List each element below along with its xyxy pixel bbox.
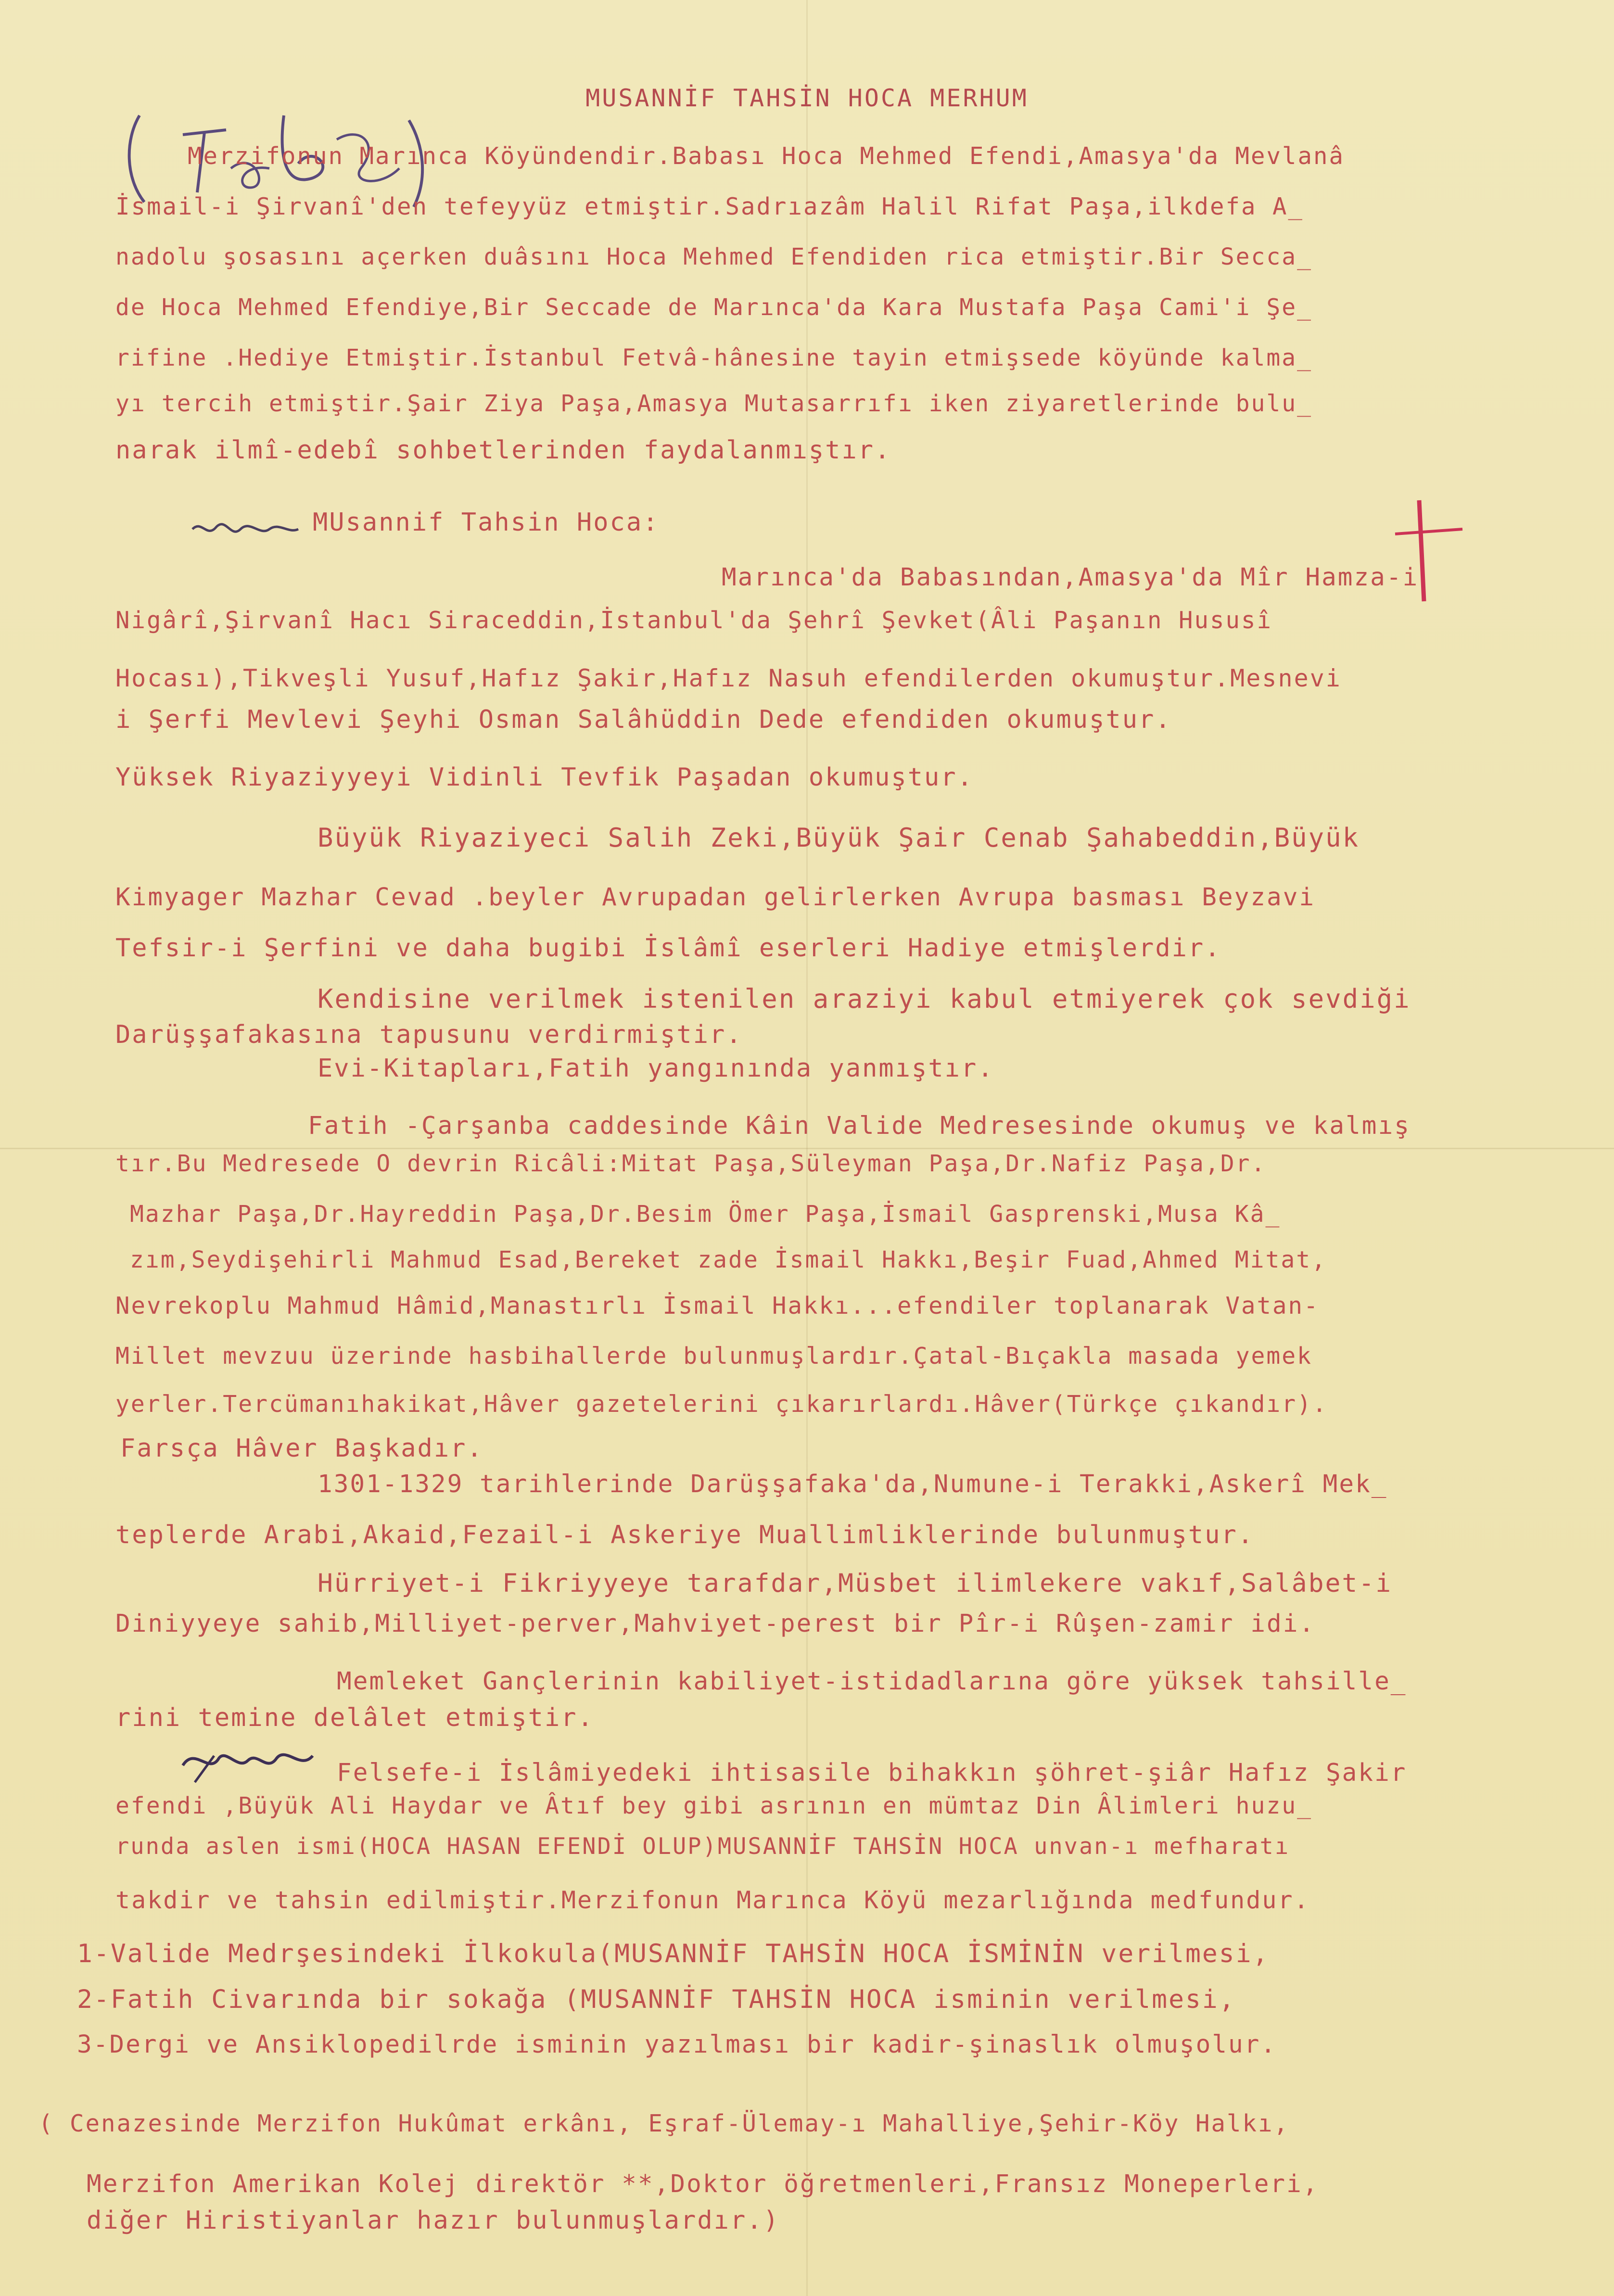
text-line: rini temine delâlet etmiştir. <box>115 1703 594 1732</box>
text-line: yı tercih etmiştir.Şair Ziya Paşa,Amasya Mutasarrıfı iken ziyaretlerinde bulu_ <box>115 390 1313 417</box>
text-line: Memleket Gançlerinin kabiliyet-istidadlarına göre yüksek tahsille_ <box>337 1667 1407 1696</box>
text-line: rifine .Hediye Etmiştir.İstanbul Fetvâ-hânesine tayin etmişsede köyünde kalma_ <box>115 344 1313 371</box>
text-line: Hürriyet-i Fikriyyeye tarafdar,Müsbet ilimlekere vakıf,Salâbet-i <box>318 1569 1393 1598</box>
text-line: narak ilmî-edebî sohbetlerinden faydalanmıştır. <box>115 436 891 465</box>
text-line: efendi ,Büyük Ali Haydar ve Âtıf bey gibi asrının en mümtaz Din Âlimleri huzu_ <box>115 1792 1313 1819</box>
text-line: ( Cenazesinde Merzifon Hukûmat erkânı, Eşraf-Ülemay-ı Mahalliye,Şehir-Köy Halkı, <box>38 2110 1290 2137</box>
document-title: MUSANNİF TAHSİN HOCA MERHUM <box>585 84 1029 112</box>
text-line: Hocası),Tikveşli Yusuf,Hafız Şakir,Hafız Nasuh efendilerden okumuştur.Mesnevi <box>115 664 1342 692</box>
text-line: diğer Hiristiyanlar hazır bulunmuşlardır.) <box>87 2206 780 2235</box>
text-line: tır.Bu Medresede O devrin Ricâli:Mitat Paşa,Süleyman Paşa,Dr.Nafiz Paşa,Dr. <box>115 1150 1267 1177</box>
text-line: Diniyyeye sahib,Milliyet-perver,Mahviyet-perest bir Pîr-i Rûşen-zamir idi. <box>115 1610 1316 1638</box>
text-line: Darüşşafakasına tapusunu verdirmiştir. <box>115 1020 743 1049</box>
text-line: Farsça Hâver Başkadır. <box>120 1434 483 1463</box>
text-line: Büyük Riyaziyeci Salih Zeki,Büyük Şair Cenab Şahabeddin,Büyük <box>318 823 1360 853</box>
text-line: teplerde Arabi,Akaid,Fezail-i Askeriye Muallimliklerinde bulunmuştur. <box>115 1521 1255 1549</box>
text-line: runda aslen ismi(HOCA HASAN EFENDİ OLUP)MUSANNİF TAHSİN HOCA unvan-ı mefharatı <box>115 1833 1290 1860</box>
text-line: Felsefe-i İslâmiyedeki ihtisasile bihakkın şöhret-şiâr Hafız Şakir <box>337 1759 1407 1787</box>
text-line: Millet mevzuu üzerinde hasbihallerde bulunmuşlardır.Çatal-Bıçakla masada yemek <box>115 1343 1313 1370</box>
text-line: Yüksek Riyaziyyeyi Vidinli Tevfik Paşadan okumuştur. <box>115 763 974 792</box>
text-line: i Şerfi Mevlevi Şeyhi Osman Salâhüddin Dede efendiden okumuştur. <box>115 705 1172 734</box>
text-line: Tefsir-i Şerfini ve daha bugibi İslâmî eserleri Hadiye etmişlerdir. <box>115 934 1221 963</box>
text-line: nadolu şosasını açerken duâsını Hoca Mehmed Efendiden rica etmiştir.Bir Secca_ <box>115 243 1313 270</box>
red-pencil-mark <box>1385 495 1472 611</box>
text-line: Mazhar Paşa,Dr.Hayreddin Paşa,Dr.Besim Ömer Paşa,İsmail Gasprenski,Musa Kâ_ <box>130 1201 1281 1228</box>
text-line: yerler.Tercümanıhakikat,Hâver gazetelerini çıkarırlardı.Hâver(Türkçe çıkandır). <box>115 1391 1328 1418</box>
section-heading: MUsannif Tahsin Hoca: <box>313 508 660 537</box>
text-line: Merzifonun Marınca Köyündendir.Babası Hoca Mehmed Efendi,Amasya'da Mevlanâ <box>188 142 1345 170</box>
list-item: 3-Dergi ve Ansiklopedilrde isminin yazılması bir kadir-şinaslık olmuşolur. <box>77 2030 1277 2059</box>
text-line: de Hoca Mehmed Efendiye,Bir Seccade de Marınca'da Kara Mustafa Paşa Cami'i Şe_ <box>115 294 1313 321</box>
text-line: Nevrekoplu Mahmud Hâmid,Manastırlı İsmail Hakkı...efendiler toplanarak Vatan- <box>115 1292 1320 1319</box>
text-line: Fatih -Çarşanba caddesinde Kâin Valide Medresesinde okumuş ve kalmış <box>308 1112 1411 1140</box>
margin-scribble-mark <box>188 510 303 548</box>
text-line: 1301-1329 tarihlerinde Darüşşafaka'da,Numune-i Terakki,Askerî Mek_ <box>318 1470 1388 1498</box>
text-line: İsmail-i Şirvanî'den tefeyyüz etmiştir.Sadrıazâm Halil Rifat Paşa,ilkdefa A_ <box>115 193 1304 220</box>
text-line: takdir ve tahsin edilmiştir.Merzifonun Marınca Köyü mezarlığında medfundur. <box>115 1886 1310 1914</box>
list-item: 1-Valide Medrşesindeki İlkokula(MUSANNİF TAHSİN HOCA İSMİNİN verilmesi, <box>77 1939 1270 1968</box>
text-line: Marınca'da Babasından,Amasya'da Mîr Hamza-i <box>722 563 1419 592</box>
text-line: zım,Seydişehirli Mahmud Esad,Bereket zade İsmail Hakkı,Beşir Fuad,Ahmed Mitat, <box>130 1246 1327 1273</box>
text-line: Kendisine verilmek istenilen araziyi kabul etmiyerek çok sevdiği <box>318 984 1411 1014</box>
text-line: Merzifon Amerikan Kolej direktör **,Doktor öğretmenleri,Fransız Moneperleri, <box>87 2170 1319 2198</box>
text-line: Evi-Kitapları,Fatih yangınında yanmıştır. <box>318 1054 994 1083</box>
text-line: Nigârî,Şirvanî Hacı Siraceddin,İstanbul'da Şehrî Şevket(Âli Paşanın Hususî <box>115 607 1273 634</box>
text-line: Kimyager Mazhar Cevad .beyler Avrupadan gelirlerken Avrupa basması Beyzavi <box>115 883 1316 912</box>
list-item: 2-Fatih Civarında bir sokağa (MUSANNİF TAHSİN HOCA isminin verilmesi, <box>77 1985 1236 2014</box>
handwritten-margin-note <box>176 1737 320 1789</box>
